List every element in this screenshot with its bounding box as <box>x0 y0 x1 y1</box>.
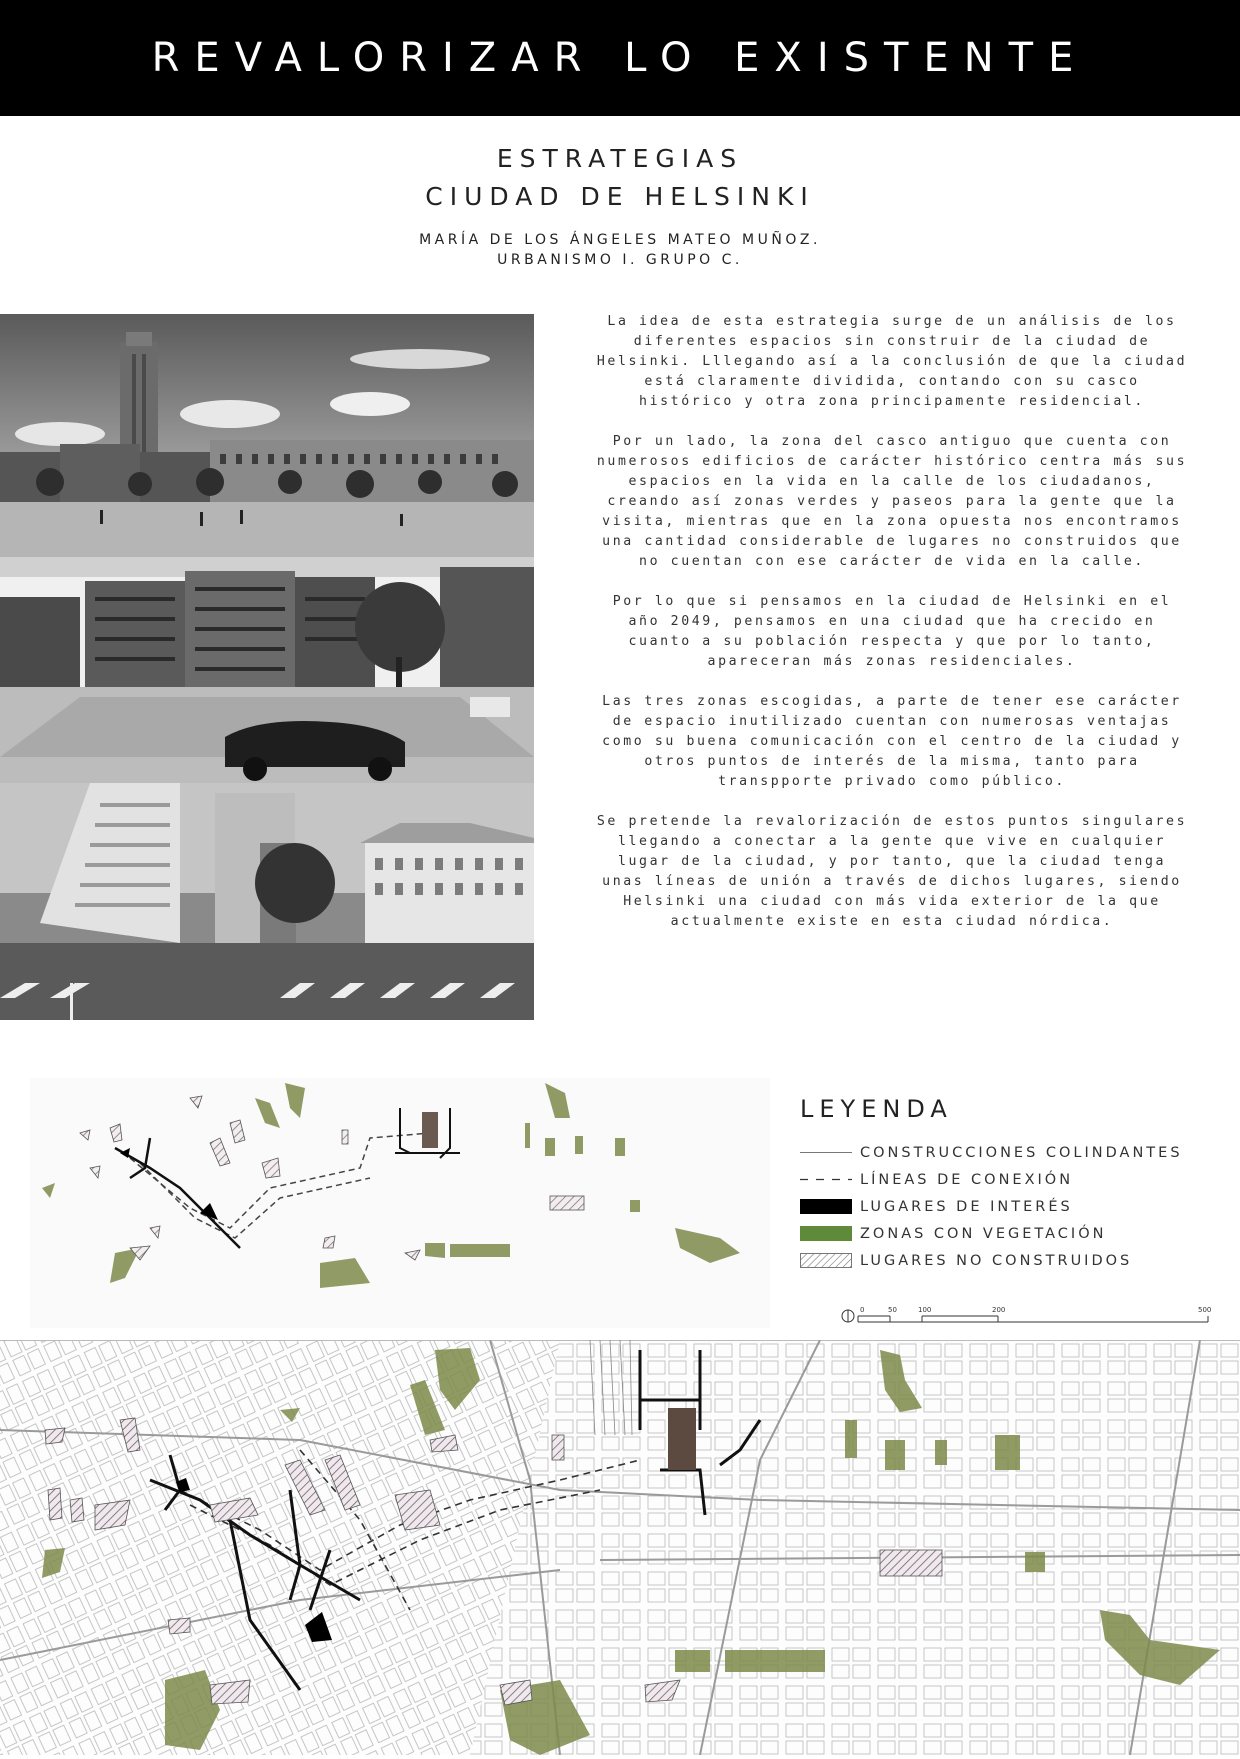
title-banner <box>0 0 1240 116</box>
legend-item-not-built <box>800 1247 1220 1274</box>
paragraph: La idea de esta estrategia surge de un análisis de los diferentes espacios sin construir de la ciudad de Helsinki. Lllegando así a la conclusión de que la ciudad está claramente dividida, contando con su casco histórico y otra zona principamente residencial. <box>596 314 1188 409</box>
paragraph: Se pretende la revalorización de estos puntos singulares llegando a conectar a la gente que vive en cualquier lugar de la ciudad, y por tanto, que la ciudad tenga unas líneas de unión a través de dichos lugares, siendo Helsinki una ciudad con más vida exterior de la que actualmente existe en esta ciudad nórdica. <box>596 814 1188 929</box>
course-name: URBANISMO I. GRUPO C. <box>497 252 743 268</box>
legend-item-interest <box>800 1193 1220 1220</box>
scale-tick-label: 100 <box>918 1306 932 1314</box>
dashed-line-swatch <box>800 1172 852 1187</box>
subtitle-city: CIUDAD DE HELSINKI <box>425 182 815 211</box>
subtitle-strategies: ESTRATEGIAS <box>496 144 744 173</box>
legend-item-vegetation <box>800 1220 1220 1247</box>
photo-column <box>0 314 534 1020</box>
paragraph: Las tres zonas escogidas, a parte de tener ese carácter de espacio inutilizado cuentan con numerosas ventajas como su buena comunicación con el centro de la ciudad y otros puntos de interés de la misma, tanto para transpporte privado como público. <box>602 694 1182 789</box>
railway-station-photo <box>0 314 534 557</box>
legend-label: ZONAS CON VEGETACIÓN <box>860 1225 1107 1242</box>
scale-tick-label: 0 <box>860 1306 865 1314</box>
legend-label: LUGARES NO CONSTRUIDOS <box>860 1252 1133 1269</box>
scale-bar <box>838 1300 1218 1330</box>
paragraph: Por lo que si pensamos en la ciudad de Helsinki en el año 2049, pensamos en una ciudad que ha crecido en cuanto a su población respecta y que por lo tanto, apareceran más zonas residenciales. <box>612 594 1172 669</box>
legend <box>800 1095 1220 1274</box>
body-text <box>592 312 1192 952</box>
hatch-swatch <box>800 1253 852 1268</box>
street-corner-photo <box>0 783 534 1020</box>
city-plan-map <box>0 1340 1240 1755</box>
author-name: MARÍA DE LOS ÁNGELES MATEO MUÑOZ. <box>419 232 821 248</box>
legend-label: LÍNEAS DE CONEXIÓN <box>860 1171 1074 1188</box>
green-swatch <box>800 1226 852 1241</box>
subtitle-block <box>0 140 1240 270</box>
thin-line-swatch <box>800 1145 852 1160</box>
overview-map <box>30 1078 770 1328</box>
legend-title: LEYENDA <box>800 1095 953 1123</box>
scale-tick-label: 200 <box>992 1306 1006 1314</box>
residential-square-photo <box>0 557 534 783</box>
scale-tick-label: 500 <box>1198 1306 1212 1314</box>
black-swatch <box>800 1199 852 1214</box>
legend-label: CONSTRUCCIONES COLINDANTES <box>860 1144 1183 1161</box>
legend-item-constructions <box>800 1139 1220 1166</box>
legend-item-connections <box>800 1166 1220 1193</box>
legend-label: LUGARES DE INTERÉS <box>860 1198 1073 1215</box>
page-title: REVALORIZAR LO EXISTENTE <box>151 35 1089 81</box>
scale-tick-label: 50 <box>888 1306 897 1314</box>
paragraph: Por un lado, la zona del casco antiguo que cuenta con numerosos edificios de carácter histórico centra más sus espacios en la vida en la calle de los ciudadanos, creando así zonas verdes y paseos para la gente que la visita, mientras que en la zona opuesta nos encontramos una cantidad considerable de lugares no construidos que no cuentan con ese carácter de vida en la calle. <box>596 434 1188 569</box>
